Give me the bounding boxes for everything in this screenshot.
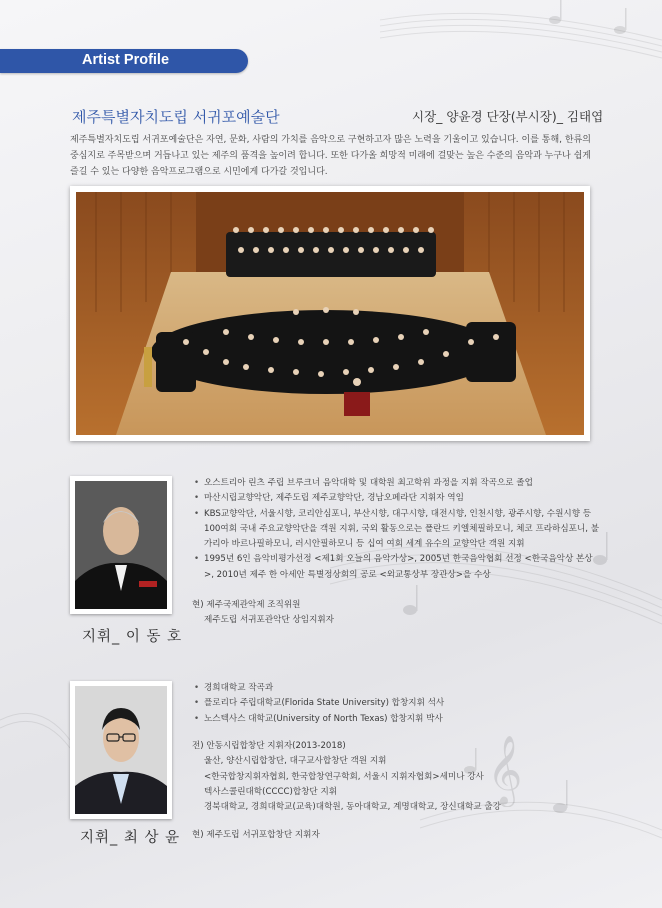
organization-intro: 제주특별자치도립 서귀포예술단은 자연, 문화, 사람의 가치를 음악으로 구현하고자 많은 노력을 기울이고 있습니다. 이를 통해, 한류의 중심지로 주목받으며 거듭나고 있는 제주의 품격을 높이려 합니다. 또한 다가올 희망적 미래에 걸맞는 높은 수준의 음악과 누구나 쉽게 즐길 수 있는 다양한 음악프로그램으로 시민에게 다가갈 것입니다. [70, 135, 591, 177]
conductor1-current-extra: 제주도립 서귀포관악단 상임지휘자 [204, 615, 334, 626]
conductor1-bio-item: • 오스트리아 린츠 주립 브루크너 음악대학 및 대학원 최고학위 과정을 지휘 작곡으로 졸업 [194, 476, 599, 491]
conductor2-current-positions [192, 828, 597, 843]
conductor2-former-item: 텍사스콜린대학(CCCC)합창단 지휘 [204, 786, 338, 797]
conductor2-former-item: 경북대학교, 경희대학교(교육)대학원, 동아대학교, 계명대학교, 장신대학교 출강 [204, 802, 501, 813]
organization-title: 제주특별자치도립 서귀포예술단 [72, 108, 280, 126]
conductor2-name: 지휘_ 최 상 윤 [80, 830, 181, 846]
conductor1-current-positions [192, 598, 597, 629]
conductor2-bio-item: • 노스텍사스 대학교(University of North Texas) 합창지휘 박사 [194, 712, 599, 727]
section-header-tab [0, 49, 248, 73]
conductor2-former-positions [192, 739, 612, 815]
section-header-label: Artist Profile [82, 52, 170, 68]
conductor1-bio-item: • 1995년 6인 음악비평가선정 <제1회 오늘의 음악가상>, 2005년 한국음악협회 선정 <한국음악상 본상>, 2010년 제주 한 아세안 특별정상회의 공로 <외교통상부 장관상>을 수상 [194, 552, 599, 583]
conductor1-photo [75, 481, 167, 609]
svg-text:𝄞: 𝄞 [487, 735, 523, 805]
conductor1-name: 지휘_ 이 동 호 [82, 629, 183, 645]
conductor2-bio-item: • 경희대학교 작곡과 [194, 681, 599, 696]
conductor2-bio-list [194, 681, 599, 727]
conductor1-bio-item: • 마산시립교향악단, 제주도립 제주교향악단, 경남오페라단 지휘자 역임 [194, 491, 599, 506]
conductor1-bio-list [194, 476, 599, 583]
conductor2-bio-item: • 플로리다 주립대학교(Florida State University) 합창지휘 석사 [194, 696, 599, 711]
conductor2-former-item: <한국합창지휘자협회, 한국합창연구학회, 서울시 지휘자협회>세미나 강사 [204, 771, 484, 782]
conductor1-bio-item: • KBS교향악단, 서울시향, 코리안심포니, 부산시향, 대구시향, 대전시향, 인천시향, 광주시향, 수원시향 등 100여회 국내 주요교향악단을 객원 지휘, 국외 활동으로는 폴란드 키엘체필하모니, 체코 프라하심포니, 불가리아 바르나필하모니, 러시안필하모니 등 십여 여회 세계 유수의 교향악단 객원 지휘 [194, 507, 599, 553]
ensemble-photo [70, 186, 590, 441]
conductor1-current-label: 현) 제주국제관악제 조직위원 [192, 600, 301, 610]
organization-leaders: 시장_ 양윤경 단장(부시장)_ 김태엽 [412, 109, 604, 124]
conductor2-photo [75, 686, 167, 814]
conductor2-portrait [70, 681, 172, 819]
conductor2-current-label: 현) 제주도립 서귀포합창단 지휘자 [192, 830, 320, 840]
conductor1-portrait [70, 476, 172, 614]
conductor2-former-item: 울산, 양산시립합창단, 대구교사합창단 객원 지휘 [204, 756, 387, 767]
ensemble-photo-image [76, 192, 584, 435]
conductor2-former-label: 전) 안동시립합창단 지휘자(2013-2018) [192, 741, 346, 751]
